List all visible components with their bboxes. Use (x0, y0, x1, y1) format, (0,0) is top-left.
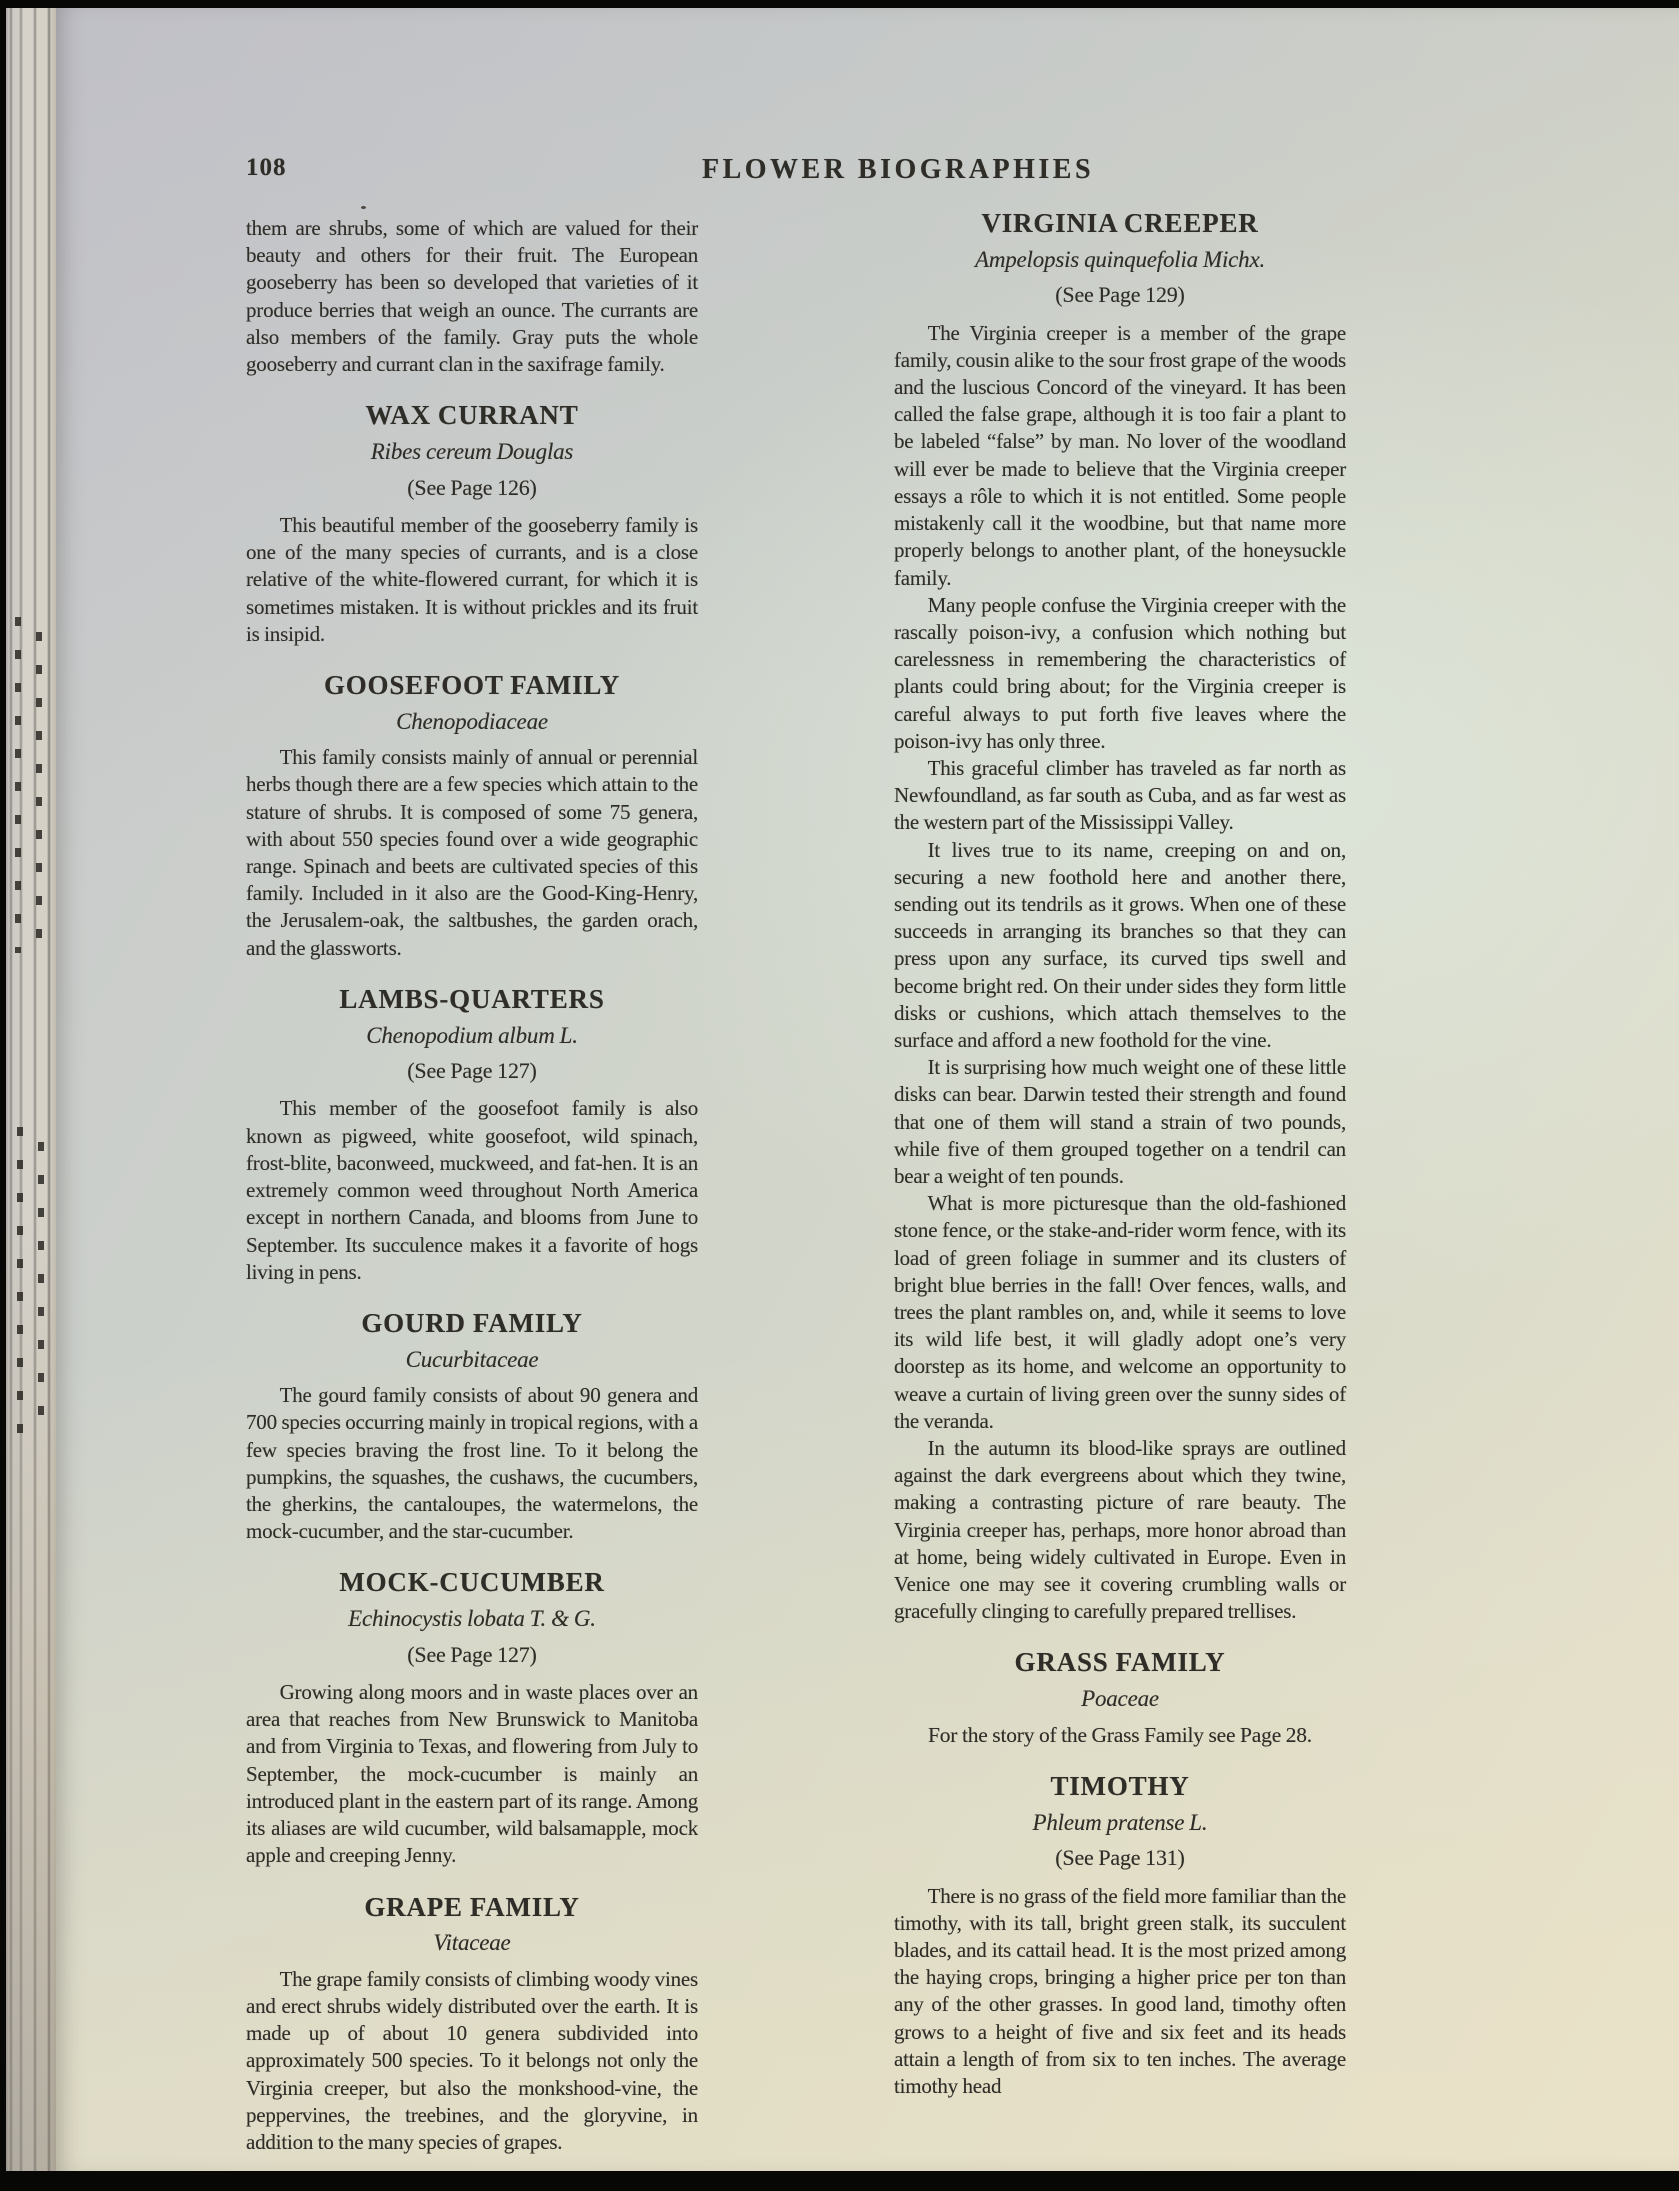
species-name: Chenopodiaceae (396, 708, 548, 734)
section-heading-wax-currant: WAX CURRANT (365, 400, 579, 431)
section-body: There is no grass of the field more familiar than the timothy, with its tall, bright green stalk, its succulent blades, and its cattail head. It is the most prized among the haying crops, bringing a higher price per ton than any of the other grasses. In good land, timothy often grows to a height of five and six feet and its heads attain a length of from six to ten inches. The average timothy head (894, 1883, 1346, 2098)
binding-stitch-marks (38, 1118, 44, 1438)
section-heading-grass-family: GRASS FAMILY (1014, 1647, 1226, 1678)
scan-border-bottom (0, 2171, 1679, 2191)
species-name: Phleum pratense L. (1032, 1809, 1208, 1835)
grass-family-note: For the story of the Grass Family see Page 28. (928, 1722, 1312, 1747)
left-column (246, 215, 698, 2156)
scan-border-top (0, 0, 1679, 8)
section-heading-virginia-creeper: VIRGINIA CREEPER (981, 208, 1259, 238)
section-body: Many people confuse the Virginia creeper with the rascally poison-ivy, a confusion which nothing but carelessness in remembering the characteristics of plants could bring about; for the Virginia creeper is careful always to put forth five leaves where the poison-ivy has only three. (894, 592, 1346, 753)
section-heading-grape-family: GRAPE FAMILY (364, 1891, 580, 1922)
section-heading-mock-cucumber: MOCK-CUCUMBER (339, 1567, 605, 1598)
running-header: FLOWER BIOGRAPHIES (701, 154, 1095, 185)
section-body: This member of the goosefoot family is also known as pigweed, white goosefoot, wild spinach, frost-blite, baconweed, muckweed, and fat-hen. It is an extremely common weed throughout North America except in northern Canada, and blooms from June to September. Its succulence makes it a favorite of hogs living in pens. (246, 1096, 698, 1284)
see-page-reference: (See Page 129) (1055, 282, 1185, 308)
species-name: Cucurbitaceae (405, 1346, 539, 1372)
see-page-reference: (See Page 127) (407, 1058, 537, 1084)
section-body: In the autumn its blood-like sprays are outlined against the dark evergreens about which they twine, making a contrasting picture of rare beauty. The Virginia creeper has, perhaps, more honor abroad than at home, being widely cultivated in Europe. Even in Venice one may see it covering crumbling walls or gracefully clinging to carefully prepared trellises. (894, 1436, 1346, 1624)
section-heading-gourd-family: GOURD FAMILY (361, 1307, 583, 1338)
section-heading-timothy: TIMOTHY (1050, 1770, 1190, 1801)
section-body: The gourd family consists of about 90 genera and 700 species occurring mainly in tropical regions, with a few species braving the frost line. To it belong the pumpkins, the squashes, the cushaws, the cucumbers, the gherkins, the cantaloupes, the watermelons, the mock-cucumber, and the star-cucumber. (246, 1383, 698, 1544)
binding-stitch-marks (36, 608, 42, 953)
section-body: What is more picturesque than the old-fashioned stone fence, or the stake-and-rider worm fence, with its load of green foliage in summer and its clusters of bright blue berries in the fall! Over fences, walls, and trees the plant rambles on, and, while it seems to love its wild life best, it will gladly adopt one’s very doorstep as its home, and welcome an opportunity to weave a curtain of living green over the sunny sides of the veranda. (894, 1191, 1346, 1433)
section-body: This beautiful member of the gooseberry family is one of the many species of currants, and is a close relative of the white-flowered currant, for which it is sometimes mistaken. It is without prickles and its fruit is insipid. (246, 512, 698, 646)
section-body: The Virginia creeper is a member of the grape family, cousin alike to the sour frost grape of the woods and the luscious Concord of the vineyard. It has been called the false grape, although it is too fair a plant to be labeled “false” by man. No lover of the woodland will ever be made to believe that the Virginia creeper essays a rôle to which it is not entitled. Some people mistakenly call it the woodbine, but that name more properly belongs to another plant, of the honeysuckle family. (894, 320, 1346, 590)
section-body: Growing along moors and in waste places over an area that reaches from New Brunswick to Manitoba and from Virginia to Texas, and flowering from July to September, the mock-cucumber is mainly an introduced plant in the eastern part of its range. Among its aliases are wild cucumber, wild balsamapple, mock apple and creeping Jenny. (246, 1680, 698, 1868)
species-name: Chenopodium album L. (366, 1022, 578, 1048)
section-body: This graceful climber has traveled as far north as Newfoundland, as far south as Cuba, and as far west as the western part of the Mississippi Valley. (894, 755, 1346, 835)
section-heading-lambs-quarters: LAMBS-QUARTERS (339, 983, 605, 1014)
page-surface (56, 8, 1679, 2171)
right-column (894, 209, 1346, 2100)
species-name: Ampelopsis quinquefolia Michx. (974, 246, 1266, 272)
section-body: It lives true to its name, creeping on and on, securing a new foothold here and another there, sending out its tendrils as it grows. When one of these succeeds in arranging its branches so that they can press upon any surface, its curved tips swell and become bright red. On their under sides they form little disks or cushions, which attach themselves to the surface and afford a new foothold for the vine. (894, 837, 1346, 1052)
section-heading-goosefoot-family: GOOSEFOOT FAMILY (323, 669, 621, 700)
binding-stitch-marks (17, 1103, 23, 1433)
section-body: It is surprising how much weight one of these little disks can bear. Darwin tested their strength and found that one of them will stand a strain of two pounds, while five of them grouped together on a tendril can bear a weight of ten pounds. (894, 1055, 1346, 1188)
see-page-reference: (See Page 127) (407, 1641, 537, 1667)
species-name: Echinocystis lobata T. & G. (348, 1606, 596, 1632)
ink-speck (361, 206, 366, 209)
page-number: 108 (246, 154, 287, 181)
species-name: Vitaceae (433, 1930, 511, 1956)
continuation-paragraph: them are shrubs, some of which are valued for their beauty and others for their fruit. The European gooseberry has been so developed that varieties of it produce berries that weigh an ounce. The currants are also members of the family. Gray puts the whole gooseberry and currant clan in the saxifrage family. (246, 216, 698, 377)
book-binding-edge (6, 8, 56, 2171)
see-page-reference: (See Page 126) (407, 474, 537, 500)
binding-stitch-marks (15, 593, 21, 953)
species-name: Poaceae (1081, 1686, 1159, 1712)
section-body: This family consists mainly of annual or perennial herbs though there are a few species which attain to the stature of shrubs. It is composed of some 75 genera, with about 550 species found over a wide geographic range. Spinach and beets are cultivated species of this family. Included in it also are the Good-King-Henry, the Jerusalem-oak, the saltbushes, the garden orach, and the glassworts. (246, 745, 698, 960)
species-name: Ribes cereum Douglas (370, 438, 574, 464)
section-body: The grape family consists of climbing woody vines and erect shrubs widely distributed over the earth. It is made up of about 10 genera subdivided into approximately 500 species. To it belongs not only the Virginia creeper, but also the monkshood-vine, the peppervines, the treebines, and the gloryvine, in addition to the many species of grapes. (246, 1966, 698, 2154)
scan-border-left (0, 0, 6, 2191)
see-page-reference: (See Page 131) (1055, 1845, 1185, 1871)
